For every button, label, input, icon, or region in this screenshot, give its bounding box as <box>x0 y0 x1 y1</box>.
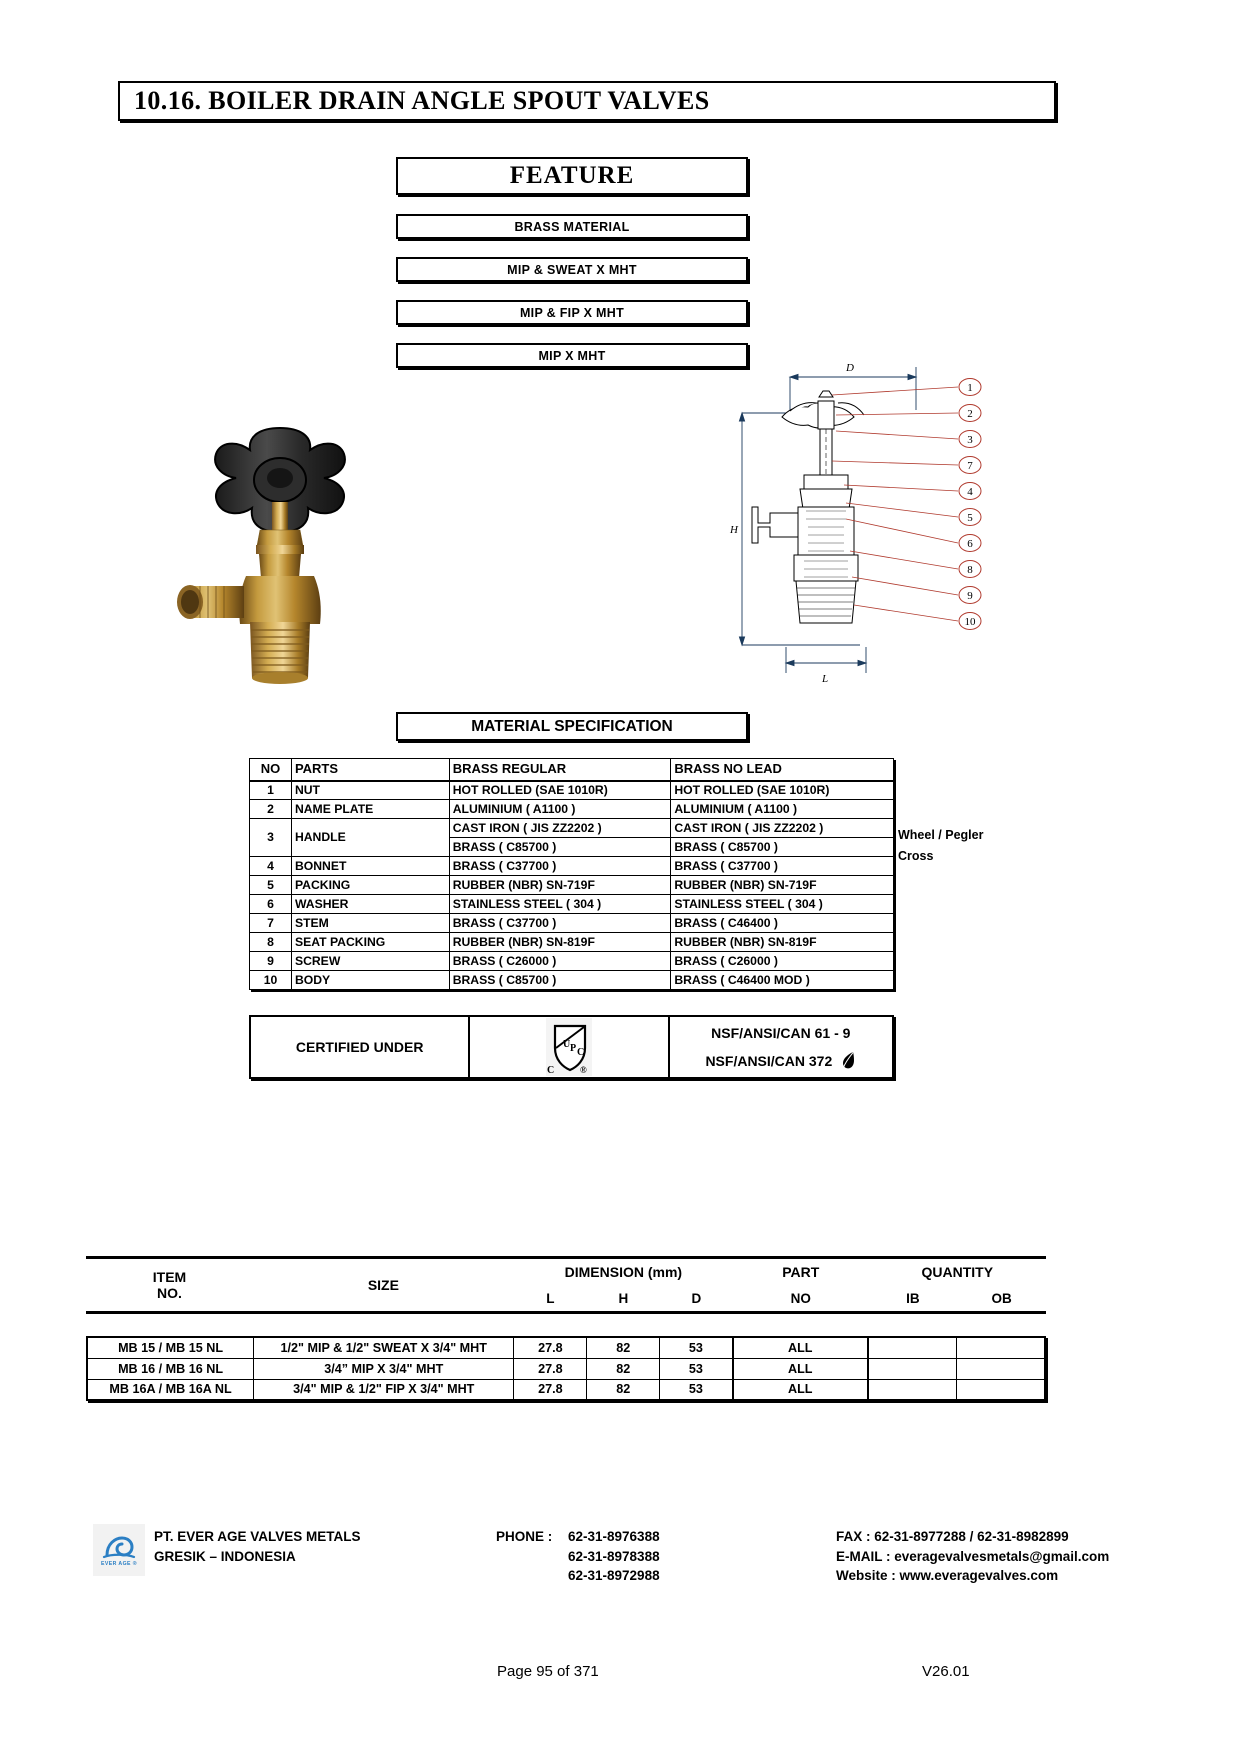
table-row <box>250 857 894 876</box>
table-row <box>250 952 894 971</box>
cell-d: 53 <box>660 1379 733 1400</box>
cell-d: 53 <box>660 1358 733 1379</box>
balloon-7 <box>959 457 981 474</box>
cell-h: 82 <box>587 1358 660 1379</box>
cell-nolead: RUBBER (NBR) SN-819F <box>671 933 894 952</box>
cell-h: 82 <box>587 1337 660 1358</box>
balloon-9 <box>959 587 981 604</box>
col-header-parts: PARTS <box>291 759 449 781</box>
cell-regular: BRASS ( C85700 ) <box>449 971 671 990</box>
company-name: PT. EVER AGE VALVES METALS <box>154 1529 361 1544</box>
table-row <box>250 914 894 933</box>
dimension-table-header <box>86 1256 1046 1314</box>
cell-part: HANDLE <box>291 819 449 857</box>
svg-text:C: C <box>546 1065 555 1076</box>
phone-block <box>496 1527 660 1586</box>
svg-text:9: 9 <box>967 590 973 602</box>
col-header-no: NO <box>250 759 292 781</box>
website-line[interactable]: Website : www.everagevalves.com <box>836 1568 1059 1584</box>
cell-h: 82 <box>587 1379 660 1400</box>
header-dimension-mm: DIMENSION (mm) <box>564 1264 683 1281</box>
email-line[interactable]: E-MAIL : everagevalvesmetals@gmail.com <box>836 1548 1110 1564</box>
product-photo <box>160 410 400 690</box>
table-row <box>250 800 894 819</box>
feature-item-mip-mht: MIP X MHT <box>396 343 748 368</box>
feature-heading: FEATURE <box>396 157 748 195</box>
certified-under-table <box>249 1015 894 1079</box>
cell-regular: STAINLESS STEEL ( 304 ) <box>449 895 671 914</box>
svg-text:C: C <box>576 1047 585 1058</box>
header-d: D <box>691 1290 702 1306</box>
cell-size: 3/4” MIP X 3/4" MHT <box>254 1358 514 1379</box>
cell-nolead: CAST IRON ( JIS ZZ2202 ) <box>671 819 894 838</box>
header-l: L <box>546 1290 555 1306</box>
cell-part: BONNET <box>291 857 449 876</box>
page-title-box <box>118 81 1056 121</box>
feature-item-mip-sweat-mht: MIP & SWEAT X MHT <box>396 257 748 282</box>
cell-nolead: STAINLESS STEEL ( 304 ) <box>671 895 894 914</box>
dimension-table-body <box>86 1336 1046 1401</box>
hose-outlet <box>177 585 244 619</box>
lead-free-leaf-icon <box>841 1050 856 1068</box>
company-location: GRESIK – INDONESIA <box>154 1548 296 1564</box>
header-h: H <box>618 1290 629 1306</box>
cell-part: SEAT PACKING <box>291 933 449 952</box>
company-logo <box>93 1524 145 1576</box>
cell-nolead: RUBBER (NBR) SN-719F <box>671 876 894 895</box>
cell-item-no: MB 15 / MB 15 NL <box>87 1337 254 1358</box>
cell-part: PACKING <box>291 876 449 895</box>
cell-part: WASHER <box>291 895 449 914</box>
cupc-shield-icon <box>546 1018 592 1076</box>
technical-drawing <box>720 355 1020 695</box>
feature-item-mip-fip-mht: MIP & FIP X MHT <box>396 300 748 325</box>
balloon-group <box>959 379 981 630</box>
cell-no: 9 <box>250 952 292 971</box>
company-block <box>154 1527 361 1566</box>
header-ob: OB <box>991 1290 1012 1306</box>
cell-no: 1 <box>250 781 292 800</box>
balloon-3 <box>959 431 981 448</box>
standard-372: NSF/ANSI/CAN 372 <box>705 1053 833 1069</box>
cell-regular: BRASS ( C85700 ) <box>449 838 671 857</box>
phone-2: 62-31-8978388 <box>568 1548 660 1564</box>
table-row <box>87 1358 1045 1379</box>
header-item-sub: NO. <box>157 1285 182 1301</box>
handle-note-line2: Cross <box>898 849 934 863</box>
table-header-row <box>250 759 894 781</box>
material-spec-heading: MATERIAL SPECIFICATION <box>396 712 748 741</box>
cell-part: NAME PLATE <box>291 800 449 819</box>
cell-l: 27.8 <box>514 1358 587 1379</box>
cell-d: 53 <box>660 1337 733 1358</box>
cell-no: 6 <box>250 895 292 914</box>
phone-1: 62-31-8976388 <box>568 1529 660 1544</box>
header-size: SIZE <box>367 1277 399 1293</box>
contact-block <box>836 1527 1109 1586</box>
cell-part: NUT <box>291 781 449 800</box>
cell-no: 7 <box>250 914 292 933</box>
material-spec-table <box>249 758 894 990</box>
phone-label: PHONE : <box>496 1529 553 1544</box>
svg-text:7: 7 <box>967 460 973 472</box>
feature-item-brass-material: BRASS MATERIAL <box>396 214 748 239</box>
svg-text:P: P <box>569 1043 577 1054</box>
balloon-8 <box>959 561 981 578</box>
cell-no: 5 <box>250 876 292 895</box>
cell-regular: CAST IRON ( JIS ZZ2202 ) <box>449 819 671 838</box>
table-row <box>250 1016 893 1078</box>
version-number: V26.01 <box>922 1663 970 1680</box>
cell-nolead: HOT ROLLED (SAE 1010R) <box>671 781 894 800</box>
cell-no: 3 <box>250 819 292 857</box>
dim-label-H: H <box>730 524 738 536</box>
cell-regular: BRASS ( C37700 ) <box>449 857 671 876</box>
balloon-10 <box>959 613 981 630</box>
header-part: PART <box>782 1264 820 1281</box>
svg-text:8: 8 <box>967 564 973 576</box>
header-quantity: QUANTITY <box>921 1264 994 1281</box>
certified-under-label: CERTIFIED UNDER <box>250 1016 469 1078</box>
cell-nolead: ALUMINIUM ( A1100 ) <box>671 800 894 819</box>
cell-part-no: ALL <box>733 1337 868 1358</box>
svg-text:4: 4 <box>967 486 973 498</box>
cell-size: 1/2" MIP & 1/2" SWEAT X 3/4" MHT <box>254 1337 514 1358</box>
cell-regular: RUBBER (NBR) SN-719F <box>449 876 671 895</box>
cell-ib <box>868 1358 957 1379</box>
table-row <box>250 971 894 990</box>
balloon-2 <box>959 405 981 422</box>
cell-ob <box>956 1379 1045 1400</box>
certified-standards-cell <box>669 1016 893 1078</box>
cell-nolead: BRASS ( C46400 ) <box>671 914 894 933</box>
col-header-brass-regular: BRASS REGULAR <box>449 759 671 781</box>
fax-line: FAX : 62-31-8977288 / 62-31-8982899 <box>836 1529 1069 1544</box>
cell-ob <box>956 1358 1045 1379</box>
balloon-4 <box>959 483 981 500</box>
table-row <box>250 819 894 838</box>
cell-nolead: BRASS ( C46400 MOD ) <box>671 971 894 990</box>
svg-text:3: 3 <box>967 434 973 446</box>
standard-372-row <box>671 1047 891 1075</box>
svg-text:6: 6 <box>967 538 973 550</box>
cell-regular: HOT ROLLED (SAE 1010R) <box>449 781 671 800</box>
page-title: 10.16. BOILER DRAIN ANGLE SPOUT VALVES <box>134 86 710 115</box>
table-row <box>250 876 894 895</box>
table-row <box>87 1337 1045 1358</box>
cell-regular: ALUMINIUM ( A1100 ) <box>449 800 671 819</box>
cell-no: 2 <box>250 800 292 819</box>
cell-ib <box>868 1337 957 1358</box>
table-row <box>250 895 894 914</box>
cell-part-no: ALL <box>733 1358 868 1379</box>
balloon-1 <box>959 379 981 396</box>
balloon-5 <box>959 509 981 526</box>
cell-part: BODY <box>291 971 449 990</box>
table-row <box>87 1379 1045 1400</box>
cell-part: SCREW <box>291 952 449 971</box>
cell-item-no: MB 16 / MB 16 NL <box>87 1358 254 1379</box>
cell-no: 10 <box>250 971 292 990</box>
threaded-inlet <box>250 622 310 684</box>
cell-nolead: BRASS ( C37700 ) <box>671 857 894 876</box>
cell-no: 4 <box>250 857 292 876</box>
cell-l: 27.8 <box>514 1379 587 1400</box>
logo-caption: EVER AGE ® <box>101 1560 137 1567</box>
svg-text:U: U <box>562 1039 571 1050</box>
dim-label-D: D <box>846 362 854 374</box>
cell-size: 3/4" MIP & 1/2" FIP X 3/4" MHT <box>254 1379 514 1400</box>
header-part-no: NO <box>790 1290 811 1306</box>
cell-l: 27.8 <box>514 1337 587 1358</box>
col-header-brass-no-lead: BRASS NO LEAD <box>671 759 894 781</box>
header-ib: IB <box>906 1290 920 1306</box>
cell-no: 8 <box>250 933 292 952</box>
page-number: Page 95 of 371 <box>497 1663 599 1680</box>
svg-text:®: ® <box>579 1065 587 1075</box>
table-row <box>250 781 894 800</box>
cell-ib <box>868 1379 957 1400</box>
phone-3: 62-31-8972988 <box>568 1568 660 1584</box>
page-footer <box>86 1522 1110 1602</box>
cupc-logo-cell <box>469 1016 668 1078</box>
header-item: ITEM <box>152 1269 187 1285</box>
cell-nolead: BRASS ( C85700 ) <box>671 838 894 857</box>
table-row <box>250 933 894 952</box>
svg-text:1: 1 <box>967 382 973 394</box>
cell-part: STEM <box>291 914 449 933</box>
handle-note-line1: Wheel / Pegler <box>898 828 984 842</box>
cell-item-no: MB 16A / MB 16A NL <box>87 1379 254 1400</box>
svg-text:5: 5 <box>967 512 973 524</box>
cell-regular: BRASS ( C26000 ) <box>449 952 671 971</box>
ever-age-logo-icon <box>101 1534 137 1560</box>
header-item-no <box>86 1259 253 1311</box>
cell-part-no: ALL <box>733 1379 868 1400</box>
cell-regular: BRASS ( C37700 ) <box>449 914 671 933</box>
svg-text:10: 10 <box>964 616 976 628</box>
svg-text:2: 2 <box>967 408 973 420</box>
standard-61-9: NSF/ANSI/CAN 61 - 9 <box>711 1025 851 1041</box>
dim-label-L: L <box>822 673 829 685</box>
balloon-6 <box>959 535 981 552</box>
cell-nolead: BRASS ( C26000 ) <box>671 952 894 971</box>
cell-regular: RUBBER (NBR) SN-819F <box>449 933 671 952</box>
cell-ob <box>956 1337 1045 1358</box>
